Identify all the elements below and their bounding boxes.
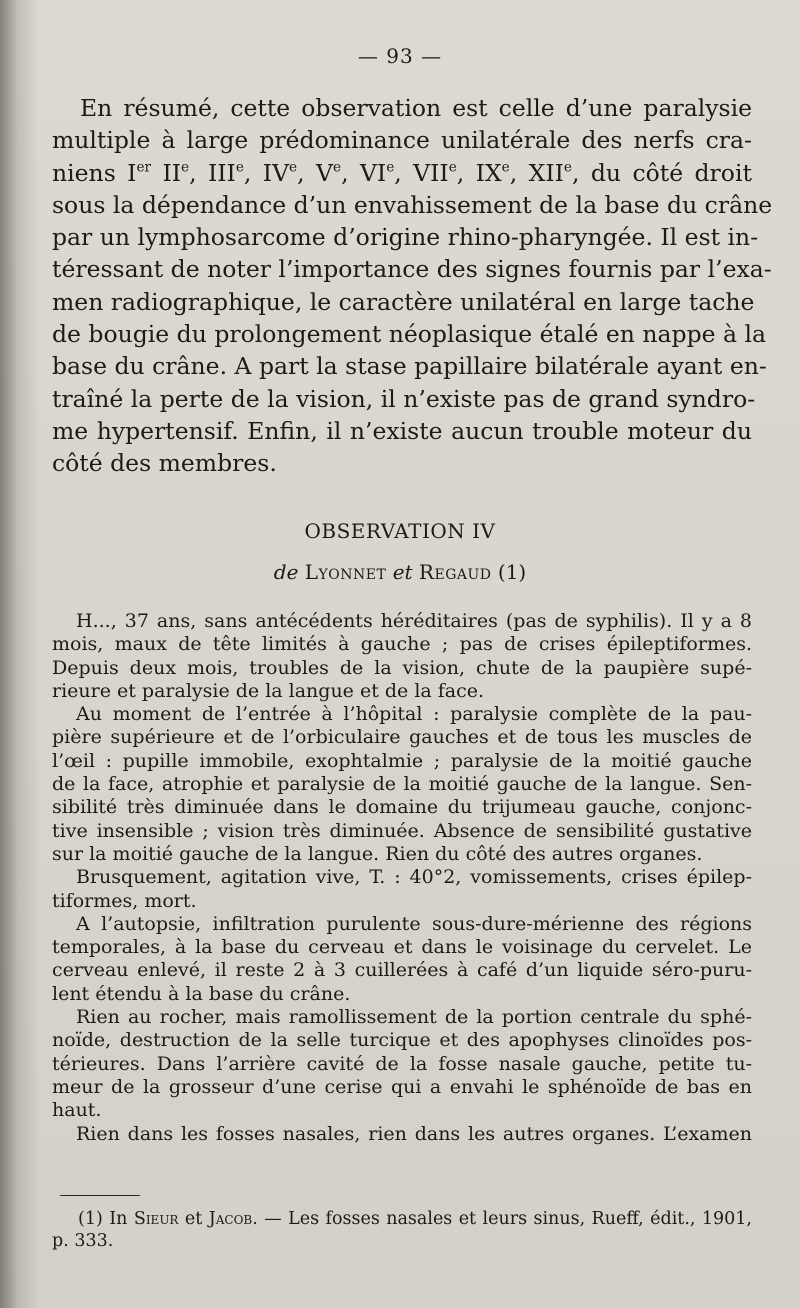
case-line: cerveau enlevé, il reste 2 à 3 cuillerées à café d’un liquide séro-puru-: [52, 959, 752, 982]
case-line: pière supérieure et de l’orbiculaire gauches et de tous les muscles de: [52, 726, 752, 749]
summary-paragraph: [52, 92, 773, 480]
authors-prefix: de: [273, 560, 299, 584]
summary-line: sous la dépendance d’un envahissement de la base du crâne: [52, 190, 773, 219]
footnote-page: p. 333.: [52, 1231, 114, 1251]
footnote-divider: [60, 1195, 140, 1196]
observation-authors: [0, 560, 800, 584]
summary-line: de bougie du prolongement néoplasique étalé en nappe à la: [52, 320, 767, 349]
case-report: [52, 610, 752, 1146]
case-line: Rien au rocher, mais ramollissement de la portion centrale du sphé-: [76, 1006, 752, 1029]
summary-line: base du crâne. A part la stase papillaire bilatérale ayant en-: [52, 352, 767, 381]
summary-line: téressant de noter l’importance des signes fournis par l’exa-: [52, 255, 772, 284]
case-line: térieures. Dans l’arrière cavité de la fosse nasale gauche, petite tu-: [52, 1052, 752, 1075]
case-line: Rien dans les fosses nasales, rien dans les autres organes. L’examen: [76, 1122, 752, 1145]
observation-title: OBSERVATION IV: [304, 519, 496, 543]
summary-line: En résumé, cette observation est celle d’une paralysie: [80, 94, 752, 122]
footnote-marker: (1): [78, 1209, 103, 1229]
case-line: H..., 37 ans, sans antécédents héréditaires (pas de syphilis). Il y a 8: [76, 610, 752, 632]
authors-conjunction: et: [392, 560, 413, 584]
summary-line-nerves: niens Ier IIe, IIIe, IVe, Ve, VIe, VIIe, IXe, XIIe, du côté droit: [52, 158, 752, 187]
footnote-prefix: In: [109, 1209, 128, 1229]
case-line: sibilité très diminuée dans le domaine du trijumeau gauche, conjonc-: [52, 796, 752, 819]
summary-line: men radiographique, le caractère unilatéral en large tache: [52, 287, 755, 316]
case-line: lent étendu à la base du crâne.: [52, 982, 351, 1005]
summary-line: traîné la perte de la vision, il n’existe pas de grand syndro-: [52, 384, 756, 413]
case-line: temporales, à la base du cerveau et dans le voisinage du cervelet. Le: [52, 936, 752, 959]
author-lyonnet: Lyonnet: [304, 560, 387, 584]
case-line: tiformes, mort.: [52, 889, 197, 912]
case-line: l’œil : pupille immobile, exophtalmie ; paralysie de la moitié gauche: [52, 749, 752, 772]
author-regaud: Regaud: [418, 560, 492, 584]
footnote-reference: (1): [497, 560, 527, 584]
footnote-conjunction: et: [184, 1209, 203, 1229]
case-line: meur de la grosseur d’une cerise qui a envahi le sphénoïde de bas en: [52, 1075, 752, 1098]
summary-line: par un lymphosarcome d’origine rhino-pharyngée. Il est in-: [52, 223, 759, 252]
footnote-line: [52, 1208, 752, 1230]
case-line: Brusquement, agitation vive, T. : 40°2, vomissements, crises épilep-: [76, 866, 752, 889]
summary-line: côté des membres.: [52, 449, 277, 478]
footnote: [52, 1208, 752, 1252]
footnote-author-jacob: Jacob.: [208, 1209, 258, 1229]
case-line: noïde, destruction de la selle turcique et des apophyses clinoïdes pos-: [52, 1029, 752, 1052]
page-number: — 93 —: [357, 44, 443, 68]
footnote-author-sieur: Sieur: [133, 1209, 179, 1229]
case-line: de la face, atrophie et paralysie de la moitié gauche de la langue. Sen-: [52, 773, 752, 796]
summary-line: me hypertensif. Enfin, il n’existe aucun trouble moteur du: [52, 416, 752, 445]
case-line: tive insensible ; vision très diminuée. Absence de sensibilité gustative: [52, 819, 752, 842]
case-line: Depuis deux mois, troubles de la vision, chute de la paupière supé-: [52, 656, 752, 679]
case-line: A l’autopsie, infiltration purulente sous-dure-mérienne des régions: [76, 912, 752, 935]
summary-line: multiple à large prédominance unilatérale des nerfs cra-: [52, 126, 752, 155]
case-line: sur la moitié gauche de la langue. Rien du côté des autres organes.: [52, 842, 703, 865]
footnote-text: — Les fosses nasales et leurs sinus, Rueff, édit., 1901,: [264, 1209, 752, 1229]
case-line: rieure et paralysie de la langue et de la face.: [52, 679, 485, 702]
case-line: mois, maux de tête limités à gauche ; pas de crises épileptiformes.: [52, 633, 752, 656]
case-line: haut.: [52, 1099, 102, 1122]
case-line: Au moment de l’entrée à l’hôpital : paralysie complète de la pau-: [76, 703, 752, 726]
